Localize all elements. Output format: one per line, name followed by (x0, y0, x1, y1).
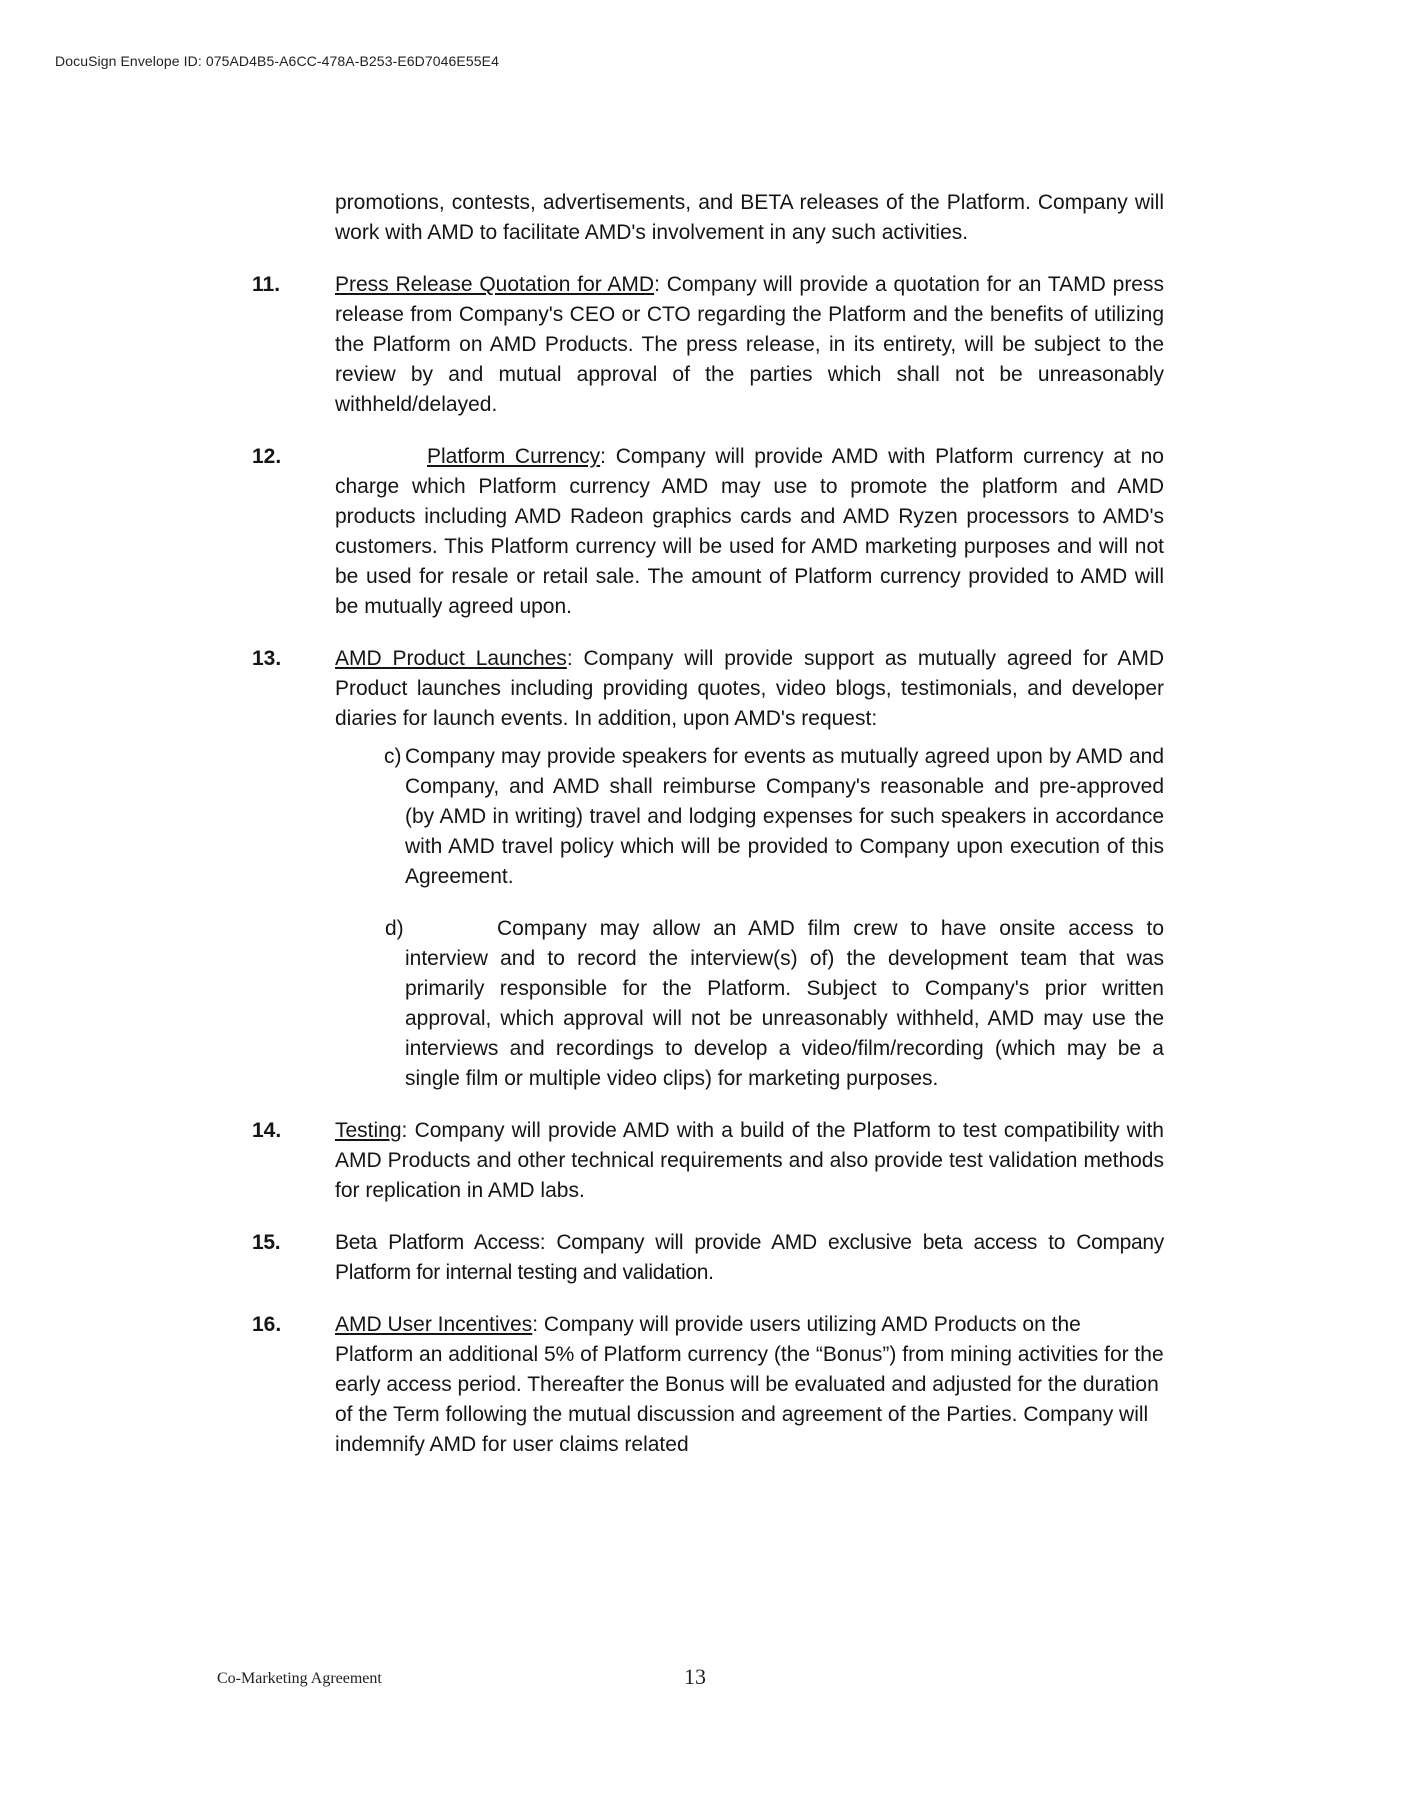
intro-paragraph (252, 188, 1164, 248)
page-number: 13 (684, 1664, 706, 1689)
docusign-envelope-id: DocuSign Envelope ID: 075AD4B5-A6CC-478A-B253-E6D7046E55E4 (55, 53, 499, 69)
subitem-text: Company may allow an AMD film crew to have onsite access to interview and to record the interview(s) of) the development team that was primarily responsible for the Platform. Subject to Company's prior written approval, which approval will not be unreasonably withheld, AMD may use the interviews and recordings to develop a video/film/recording (which may be a single film or multiple video clips) for marketing purposes. (405, 917, 1164, 1090)
section-14 (252, 1116, 1164, 1206)
subitem-label: d) (385, 917, 404, 940)
section-body: Beta Platform Access: Company will provide AMD exclusive beta access to Company Platform for internal testing and validation. (335, 1231, 1164, 1284)
section-number: 16. (252, 1313, 282, 1336)
section-number: 14. (252, 1119, 282, 1142)
section-body: : Company will provide AMD with a build of the Platform to test compatibility with AMD Products and other technical requirements and also provide test validation methods for replication in AMD labs. (335, 1119, 1164, 1202)
section-body: : Company will provide AMD with Platform currency at no charge which Platform currency AMD may use to promote the platform and AMD products including AMD Radeon graphics cards and AMD Ryzen processors to AMD's customers. This Platform currency will be used for AMD marketing purposes and will not be used for resale or retail sale. The amount of Platform currency provided to AMD will be mutually agreed upon. (335, 445, 1164, 618)
section-16 (252, 1310, 1164, 1460)
subitem-text: Company may provide speakers for events as mutually agreed upon by AMD and Company, and AMD shall reimburse Company's reasonable and pre-approved (by AMD in writing) travel and lodging expenses for such speakers in accordance with AMD travel policy which will be provided to Company upon execution of this Agreement. (405, 745, 1164, 888)
section-body: : Company will provide support as mutually agreed for AMD Product launches including providing quotes, video blogs, testimonials, and developer diaries for launch events. In addition, upon AMD's request: (335, 647, 1164, 730)
intro-text: promotions, contests, advertisements, and BETA releases of the Platform. Company will work with AMD to facilitate AMD's involvement in any such activities. (335, 191, 1164, 244)
section-number: 11. (252, 273, 281, 296)
section-12 (252, 442, 1164, 622)
section-title: Platform Currency (427, 445, 601, 468)
subitem-label: c) (384, 745, 402, 768)
section-15 (252, 1228, 1164, 1288)
section-number: 12. (252, 445, 282, 468)
document-body (252, 188, 1164, 1460)
section-number: 15. (252, 1231, 281, 1254)
section-13 (252, 644, 1164, 734)
section-body: : Company will provide a quotation for an TAMD press release from Company's CEO or CTO regarding the Platform and the benefits of utilizing the Platform on AMD Products. The press release, in its entirety, will be subject to the review by and mutual approval of the parties which shall not be unreasonably withheld/delayed. (335, 273, 1164, 416)
subitem-c (252, 742, 1164, 892)
section-title: Press Release Quotation for AMD (335, 273, 655, 296)
section-title: AMD Product Launches (335, 647, 567, 670)
section-body: : Company will provide users utilizing AMD Products on the Platform an additional 5% of Platform currency (the “Bonus”) from mining activities for the early access period. Thereafter the Bonus will be evaluated and adjusted for the duration of the Term following the mutual discussion and agreement of the Parties. Company will indemnify AMD for user claims related (335, 1313, 1164, 1456)
section-number: 13. (252, 647, 282, 670)
subitem-d (252, 914, 1164, 1094)
footer-document-name: Co-Marketing Agreement (217, 1670, 382, 1687)
section-title: Testing (335, 1119, 402, 1142)
section-11 (252, 270, 1164, 420)
section-title: AMD User Incentives (335, 1313, 533, 1336)
